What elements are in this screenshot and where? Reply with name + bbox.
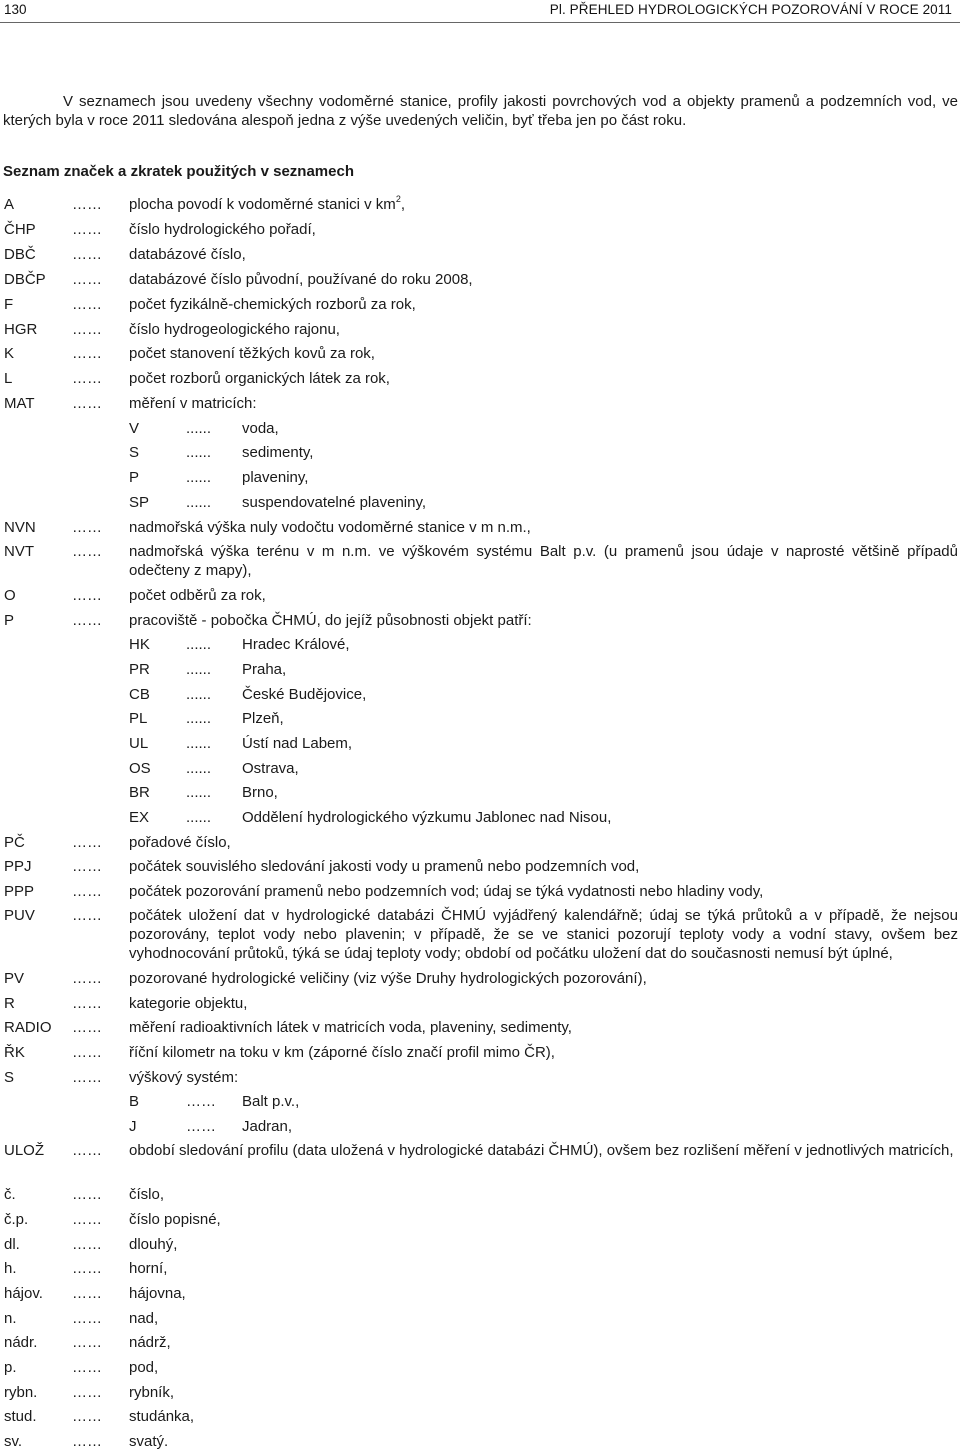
superscript: 2 <box>395 194 401 204</box>
section-heading: Seznam značek a zkratek použitých v seznamech <box>3 163 354 180</box>
running-title: Pl. PŘEHLED HYDROLOGICKÝCH POZOROVÁNÍ V ROCE 2011 <box>549 2 952 17</box>
intro-paragraph: V seznamech jsou uvedeny všechny vodoměrné stanice, profily jakosti povrchových vod a objekty pramenů a podzemních vod, ve kterých byla v roce 2011 sledována alespoň jedna z výše uvedených veličin, byť třeba jen po část roku. <box>3 93 958 129</box>
page-number: 130 <box>4 2 27 17</box>
page-header <box>0 0 960 23</box>
